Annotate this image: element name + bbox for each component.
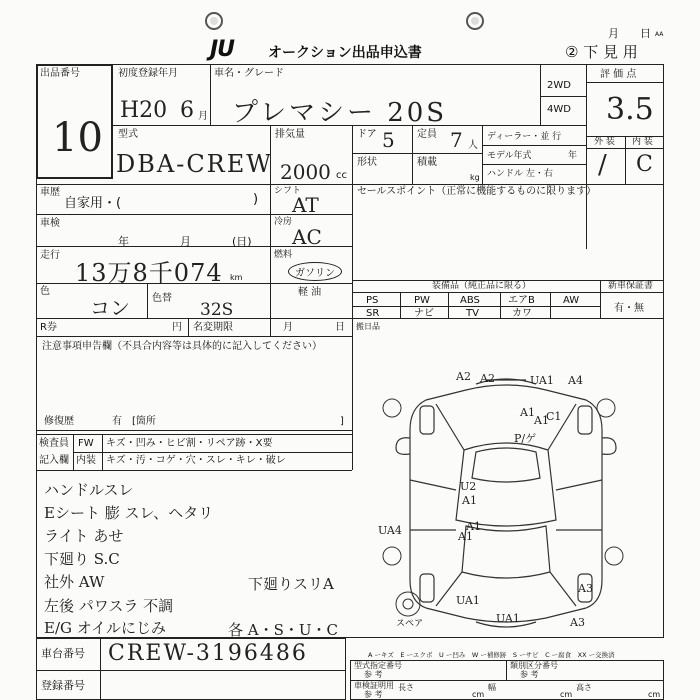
aircon-value: AC	[292, 225, 322, 249]
exterior-label: 外 装	[594, 137, 615, 147]
doors-label: ドア	[357, 129, 377, 140]
ju-logo: JU	[210, 37, 235, 62]
lot-label: 出品番号	[40, 68, 80, 79]
punch-hole	[466, 12, 484, 30]
remark-line: E/G オイルにじみ	[44, 619, 167, 637]
damage-mark: U2	[460, 480, 477, 493]
grade-value: 3.5	[606, 92, 654, 127]
damage-mark: A1	[462, 494, 477, 507]
equip-abs: ABS	[460, 295, 480, 306]
equip-aw: AW	[563, 295, 580, 306]
damage-mark: A3	[578, 582, 593, 595]
month-unit: 月	[198, 111, 208, 122]
damage-mark: A3	[570, 616, 585, 629]
damage-mark: A1	[458, 530, 473, 543]
registration-label: 初度登録年月	[118, 68, 178, 79]
class-label: 類別区分番号	[510, 661, 558, 670]
damage-mark: UA1	[496, 612, 520, 625]
displacement-value: 2000	[280, 160, 331, 184]
equip-tv: TV	[466, 308, 479, 319]
name-change-day: 日	[335, 322, 345, 333]
year-unit: 年	[568, 151, 578, 161]
damage-mark: A1	[534, 414, 549, 427]
remark-line: 下廻り S.C	[44, 550, 120, 568]
history-close: )	[253, 192, 259, 207]
chassis-label: 車台番号	[41, 647, 85, 660]
repair-value: 有	[112, 416, 122, 427]
repair-label: 修復歴	[44, 416, 74, 427]
punch-hole	[205, 12, 223, 30]
size-label: 車検証明用	[354, 681, 394, 690]
damage-mark: UA1	[530, 374, 554, 387]
remark-line: ライト あせ	[44, 527, 124, 545]
dealer-label: ディーラー・並 行	[487, 132, 562, 142]
r-ticket-unit: 円	[172, 322, 182, 333]
inspection-year: 年	[118, 235, 129, 248]
remark-line: 社外 AW	[44, 573, 105, 591]
fw-text: キズ・凹み・ヒビ割・リペア跡・X要	[106, 438, 273, 449]
handle-label: ハンドル 左・右	[487, 169, 553, 179]
car-damage-diagram	[356, 340, 661, 635]
fw-label: FW	[78, 438, 94, 449]
day-label: 日	[640, 27, 651, 40]
inspection-day: (日)	[232, 235, 252, 248]
interior-check-label: 内装	[76, 455, 96, 466]
damage-mark: UA1	[456, 594, 480, 607]
sales-points-label: セールスポイント（正常に機能するものに限ります）	[357, 186, 597, 197]
color-label: 色	[40, 286, 50, 297]
shape-label: 形状	[357, 157, 377, 168]
model-label: 型式	[118, 129, 138, 140]
damage-mark: A2	[456, 370, 471, 383]
registration-month: 6	[180, 98, 194, 123]
capacity-label: 定員	[417, 129, 437, 140]
equip-ps: PS	[366, 295, 379, 306]
interior-value: C	[636, 152, 653, 177]
drive-4wd: 4WD	[547, 104, 571, 115]
fuel-light-oil: 軽 油	[298, 287, 322, 298]
name-change-month: 月	[283, 322, 293, 333]
month-label: 月	[608, 27, 619, 40]
drive-2wd: 2WD	[547, 80, 571, 91]
model-cert-label: 型式指定番号	[354, 661, 402, 670]
ref-label-2: 参 考	[520, 670, 539, 679]
mileage-label: 走行	[40, 250, 60, 261]
inspection-month: 月	[180, 235, 191, 248]
car-name-value: プレマシー 20S	[232, 98, 448, 128]
equip-navi: ナビ	[414, 308, 434, 319]
color-code: 32S	[200, 300, 234, 320]
grade-label: 評 価 点	[600, 69, 637, 80]
width-label: 幅	[488, 683, 496, 692]
load-label: 積載	[417, 157, 437, 168]
equip-leather: カワ	[512, 308, 532, 319]
registration-year: H20	[120, 98, 168, 123]
legend: A ーキズ E ーエクボ U ー凹み W ー補修跡 S ーサビ C ー腐食 XX ー交換済	[368, 651, 615, 659]
interior-check-text: キズ・汚・コゲ・穴・スレ・キレ・破レ	[106, 455, 286, 466]
capacity-unit: 人	[468, 140, 478, 151]
capacity-value: 7	[450, 128, 463, 152]
color-value: コン	[90, 296, 130, 320]
damage-mark: C1	[546, 410, 562, 423]
height-unit: cm	[648, 690, 661, 699]
damage-mark: A1	[466, 520, 481, 533]
checker-label-1: 検査員	[39, 438, 69, 449]
mileage-unit: km	[230, 273, 243, 282]
equip-pw: PW	[414, 295, 430, 306]
inspection-label: 車検	[40, 218, 60, 229]
ref-label-3: 参 考	[364, 690, 383, 699]
car-name-label: 車名・グレード	[214, 68, 284, 79]
damage-mark: A4	[568, 374, 583, 387]
width-unit: cm	[560, 690, 573, 699]
length-unit: cm	[472, 690, 485, 699]
interior-label: 内 装	[632, 137, 653, 147]
remark-tail: 各 A・S・U・C	[228, 621, 338, 639]
history-value: 自家用・(	[64, 196, 122, 211]
damage-mark: P/ゲ	[514, 432, 537, 445]
import-label: 搬日品	[356, 322, 380, 331]
remark-line: 左後 パワスラ 不調	[44, 597, 174, 615]
aircon-label: 冷房	[274, 217, 293, 227]
lot-value: 10	[52, 115, 103, 161]
load-unit: kg	[470, 173, 480, 182]
damage-mark: A1	[520, 406, 535, 419]
copy-label: ② 下 見 用	[565, 43, 638, 61]
remark-extra: 下廻りスリA	[248, 575, 334, 593]
form-title: オークション出品申込書	[268, 45, 422, 61]
day-suffix: AA	[655, 31, 664, 38]
length-label: 長さ	[398, 683, 414, 692]
notes-label: 注意事項申告欄（不具合内容等は具体的に記入してください）	[42, 341, 322, 352]
equip-airbag: エアB	[508, 295, 535, 306]
damage-mark: A2	[480, 372, 495, 385]
warranty-label: 新車保証書	[608, 281, 654, 291]
damage-mark: UA4	[378, 524, 402, 537]
repair-place: [箇所	[132, 416, 156, 427]
fuel-gasoline: ガソリン	[288, 262, 342, 281]
equipment-label: 装備品（純正品に限る）	[432, 281, 532, 291]
repair-close: ]	[340, 416, 344, 427]
history-label: 車歴	[40, 187, 60, 198]
spare-label: スペア	[396, 619, 424, 629]
name-change-label: 名変期限	[193, 322, 233, 333]
fuel-label: 燃料	[274, 250, 293, 260]
shift-label: シフト	[274, 186, 302, 196]
ref-label: 参 考	[364, 670, 383, 679]
remark-line: Eシート 膨 スレ、ヘタリ	[44, 504, 214, 522]
r-ticket-label: R券	[40, 322, 57, 333]
doors-value: 5	[382, 128, 395, 152]
plate-label: 登録番号	[41, 679, 85, 692]
model-year-label: モデル年式	[487, 151, 532, 161]
model-value: DBA-CREW	[116, 150, 273, 178]
repaint-label: 色替	[152, 293, 172, 304]
remark-line: ハンドルスレ	[44, 481, 134, 499]
checker-label-2: 記入欄	[39, 455, 69, 466]
displacement-unit: cc	[336, 170, 347, 181]
displacement-label: 排気量	[275, 129, 305, 140]
chassis-value: CREW-3196486	[108, 641, 308, 666]
warranty-value: 有・無	[614, 303, 644, 314]
mileage-value: 13万8千074	[75, 259, 223, 287]
equip-sr: SR	[366, 308, 380, 319]
height-label: 高さ	[576, 683, 592, 692]
shift-value: AT	[292, 193, 319, 217]
exterior-value: /	[598, 150, 607, 180]
